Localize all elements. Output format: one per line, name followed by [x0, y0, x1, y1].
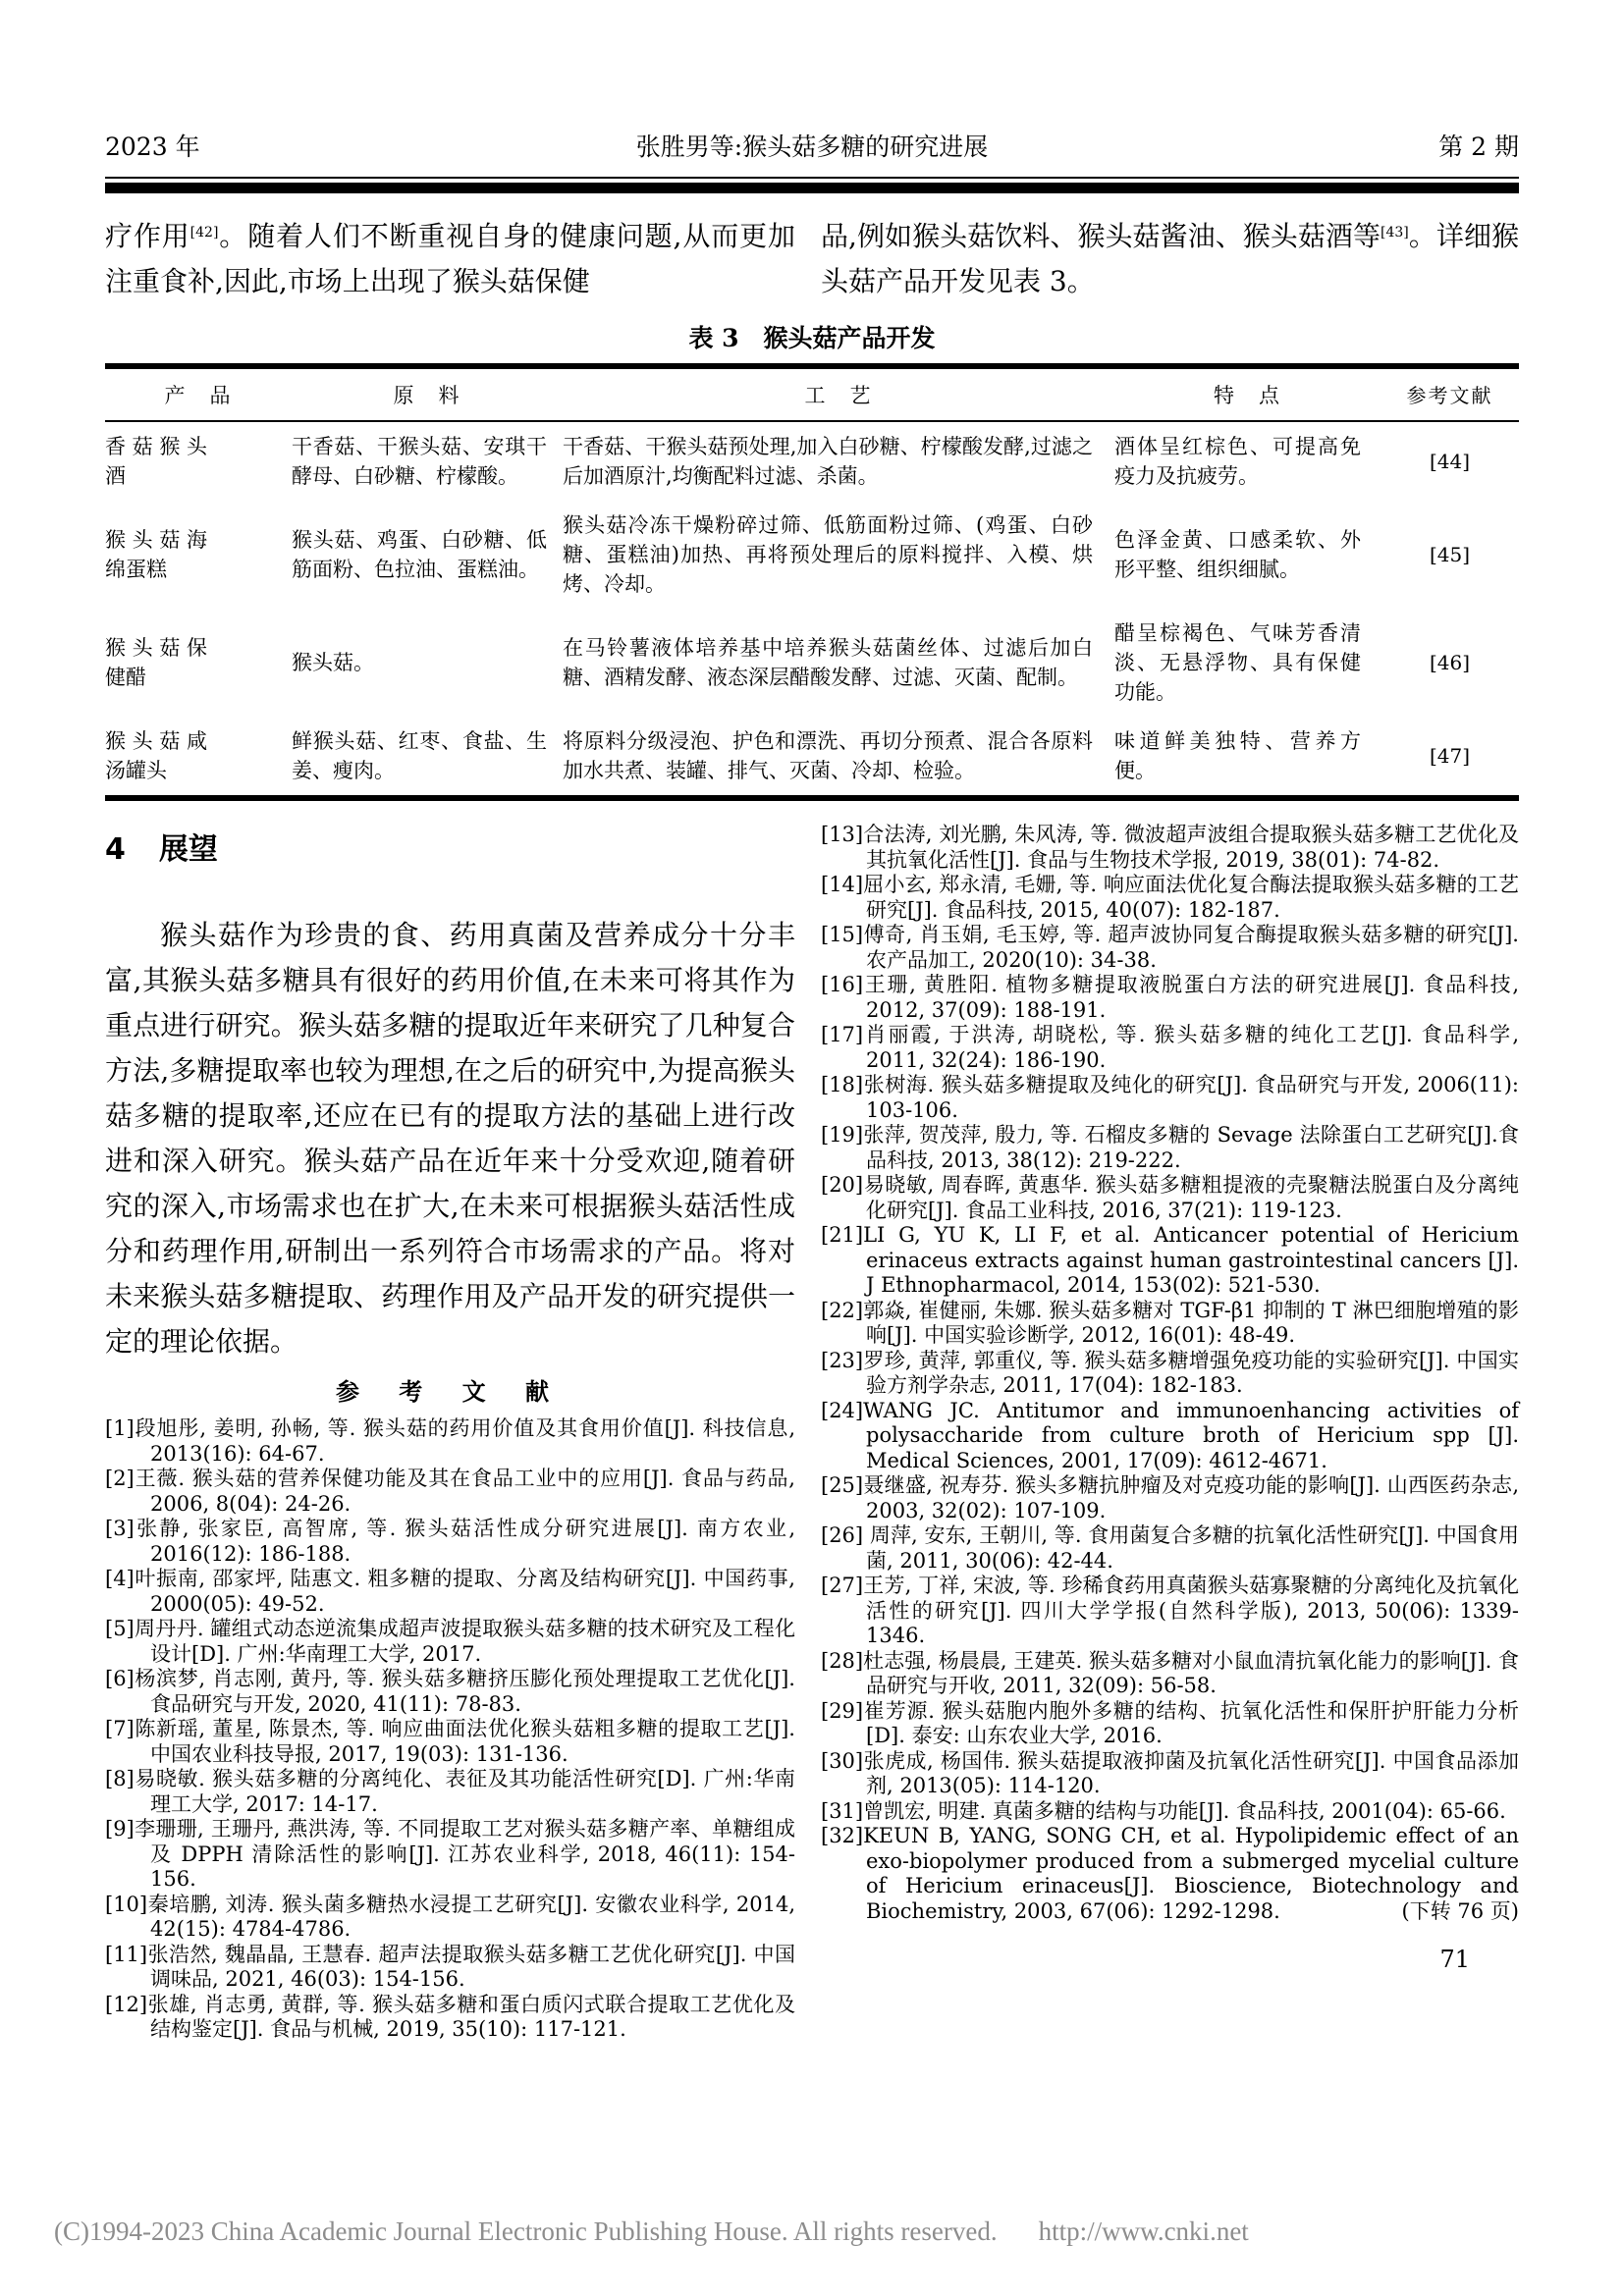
feature-cell: 醋呈棕褐色、气味芳香清淡、无悬浮物、具有保健功能。 [1114, 621, 1361, 704]
product-cell: 猴头菇海绵蛋糕 [105, 528, 207, 581]
column-header-reference: 参考文献 [1406, 384, 1493, 407]
reference-item: [16]王珊, 黄胜阳. 植物多糖提取液脱蛋白方法的研究进展[J]. 食品科技, 2012, 37(09): 188-191. [821, 973, 1519, 1022]
reference-cell: [45] [1429, 543, 1471, 566]
footer-copyright: (C)1994-2023 China Academic Journal Electronic Publishing House. All rights reserved. [54, 2216, 998, 2246]
intro-left-column [105, 210, 795, 304]
intro-text: 。详细猴头菇产品开发见表 3。 [821, 220, 1519, 297]
reference-cell: [46] [1429, 651, 1471, 674]
left-column [105, 823, 795, 2043]
product-table [105, 363, 1519, 801]
reference-item: [29]崔芳源. 猴头菇胞内胞外多糖的结构、抗氧化活性和保肝护肝能力分析[D]. 泰安: 山东农业大学, 2016. [821, 1698, 1519, 1747]
material-cell: 猴头菇、鸡蛋、白砂糖、低筋面粉、色拉油、蛋糕油。 [292, 528, 547, 581]
reference-item: [5]周丹丹. 罐组式动态逆流集成超声波提取猴头菇多糖的技术研究及工程化设计[D]. 广州:华南理工大学, 2017. [105, 1617, 795, 1666]
reference-item: [26] 周萍, 安东, 王朝川, 等. 食用菌复合多糖的抗氧化活性研究[J]. 中国食用菌, 2011, 30(06): 42-44. [821, 1523, 1519, 1573]
header-article-title: 张胜男等:猴头菇多糖的研究进展 [635, 133, 989, 161]
material-cell: 干香菇、干猴头菇、安琪干酵母、白砂糖、柠檬酸。 [292, 435, 547, 488]
intro-text: 疗作用 [105, 220, 190, 252]
page-content [105, 0, 1519, 2043]
references-heading: 参 考 文 献 [335, 1377, 566, 1406]
footer-url: http://www.cnki.net [1038, 2216, 1249, 2246]
reference-item: [17]肖丽霞, 于洪涛, 胡晓松, 等. 猴头菇多糖的纯化工艺[J]. 食品科学, 2011, 32(24): 186-190. [821, 1023, 1519, 1072]
reference-item: [20]易晓敏, 周春晖, 黄惠华. 猴头菇多糖粗提液的壳聚糖法脱蛋白及分离纯化研究[J]. 食品工业科技, 2016, 37(21): 119-123. [821, 1173, 1519, 1222]
reference-item: [13]合法涛, 刘光鹏, 朱风涛, 等. 微波超声波组合提取猴头菇多糖工艺优化及其抗氧化活性[J]. 食品与生物技术学报, 2019, 38(01): 74-82. [821, 823, 1519, 872]
reference-item: [31]曾凯宏, 明建. 真菌多糖的结构与功能[J]. 食品科技, 2001(04): 65-66. [821, 1798, 1506, 1823]
process-cell: 在马铃薯液体培养基中培养猴头菇菌丝体、过滤后加白糖、酒精发酵、液态深层醋酸发酵、过滤、灭菌、配制。 [563, 636, 1093, 689]
running-head [105, 0, 1519, 163]
main-columns [105, 823, 1519, 2043]
reference-item: [1]段旭彤, 姜明, 孙畅, 等. 猴头菇的药用价值及其食用价值[J]. 科技信息, 2013(16): 64-67. [105, 1416, 795, 1466]
table-row [105, 717, 1519, 795]
reference-item: [4]叶振南, 邵家坪, 陆惠文. 粗多糖的提取、分离及结构研究[J]. 中国药事, 2000(05): 49-52. [105, 1567, 795, 1616]
citation-superscript: [42] [189, 225, 219, 240]
reference-item: [3]张静, 张家臣, 高智席, 等. 猴头菇活性成分研究进展[J]. 南方农业, 2016(12): 186-188. [105, 1517, 795, 1566]
table-title: 表 3 猴头菇产品开发 [688, 324, 936, 352]
reference-item: [7]陈新瑶, 董星, 陈景杰, 等. 响应曲面法优化猴头菇粗多糖的提取工艺[J]. 中国农业科技导报, 2017, 19(03): 131-136. [105, 1717, 795, 1766]
reference-item: [12]张雄, 肖志勇, 黄群, 等. 猴头菇多糖和蛋白质闪式联合提取工艺优化及结构鉴定[J]. 食品与机械, 2019, 35(10): 117-121. [105, 1992, 795, 2041]
table-header-row [105, 369, 1519, 422]
process-cell: 干香菇、干猴头菇预处理,加入白砂糖、柠檬酸发酵,过滤之后加酒原汁,均衡配料过滤、杀菌。 [563, 435, 1093, 488]
reference-item: [9]李珊珊, 王珊丹, 燕洪涛, 等. 不同提取工艺对猴头菇多糖产率、单糖组成及 DPPH 清除活性的影响[J]. 江苏农业科学, 2018, 46(11): 154-156. [105, 1817, 795, 1891]
feature-cell: 色泽金黄、口感柔软、外形平整、组织细腻。 [1114, 528, 1361, 581]
table-row [105, 422, 1519, 501]
reference-item: [6]杨滨梦, 肖志刚, 黄丹, 等. 猴头菇多糖挤压膨化预处理提取工艺优化[J]. 食品研究与开发, 2020, 41(11): 78-83. [105, 1667, 795, 1716]
intro-right-column [821, 210, 1519, 304]
section-heading-outlook [105, 825, 795, 868]
feature-cell: 酒体呈红棕色、可提高免疫力及抗疲劳。 [1114, 435, 1361, 488]
material-cell: 猴头菇。 [292, 651, 374, 674]
header-year: 2023 年 [105, 133, 200, 161]
header-rule [105, 177, 1519, 179]
intro-text: 品,例如猴头菇饮料、猴头菇酱油、猴头菇酒等 [821, 220, 1381, 252]
column-header-product: 产 品 [164, 384, 233, 407]
citation-superscript: [43] [1380, 225, 1409, 240]
process-cell: 猴头菇冷冻干燥粉碎过筛、低筋面粉过筛、(鸡蛋、白砂糖、蛋糕油)加热、再将预处理后的原料搅拌、入模、烘烤、冷却。 [563, 513, 1093, 596]
reference-item: [23]罗珍, 黄萍, 郭重仪, 等. 猴头菇多糖增强免疫功能的实验研究[J]. 中国实验方剂学杂志, 2011, 17(04): 182-183. [821, 1348, 1519, 1397]
reference-cell: [44] [1429, 450, 1471, 473]
column-header-feature: 特 点 [1214, 384, 1281, 407]
reference-item: [11]张浩然, 魏晶晶, 王慧春. 超声法提取猴头菇多糖工艺优化研究[J]. 中国调味品, 2021, 46(03): 154-156. [105, 1942, 795, 1991]
reference-item: [25]聂继盛, 祝寿芬. 猴头多糖抗肿瘤及对克疫功能的影响[J]. 山西医药杂志, 2003, 32(02): 107-109. [821, 1473, 1519, 1522]
section-title: 展望 [158, 832, 218, 867]
product-cell: 猴头菇保健醋 [105, 636, 207, 689]
reference-item: [15]傅奇, 肖玉娟, 毛玉婷, 等. 超声波协同复合酶提取猴头菇多糖的研究[J]. 农产品加工, 2020(10): 34-38. [821, 923, 1519, 972]
continuation-note: (下转 76 页) [1401, 1898, 1519, 1923]
product-cell: 猴头菇咸汤罐头 [105, 729, 207, 782]
cnki-footer [54, 2216, 1249, 2247]
reference-cell: [47] [1429, 744, 1471, 768]
outlook-paragraph: 猴头菇作为珍贵的食、药用真菌及营养成分十分丰富,其猴头菇多糖具有很好的药用价值,在未来可将其作为重点进行研究。猴头菇多糖的提取近年来研究了几种复合方法,多糖提取率也较为理想,在之后的研究中,为提高猴头菇多糖的提取率,还应在已有的提取方法的基础上进行改进和深入研究。猴头菇产品在近年来十分受欢迎,随着研究的深入,市场需求也在扩大,在未来可根据猴头菇活性成分和药理作用,研制出一系列符合市场需求的产品。将对未来猴头菇多糖提取、药理作用及产品开发的研究提供一定的理论依据。 [105, 919, 795, 1358]
reference-item: [10]秦培鹏, 刘涛. 猴头菌多糖热水浸提工艺研究[J]. 安徽农业科学, 2014, 42(15): 4784-4786. [105, 1892, 795, 1941]
table-row [105, 501, 1519, 609]
column-header-process: 工 艺 [804, 384, 873, 407]
reference-item: [14]屈小玄, 郑永清, 毛姗, 等. 响应面法优化复合酶法提取猴头菇多糖的工艺研究[J]. 食品科技, 2015, 40(07): 182-187. [821, 873, 1519, 922]
reference-item: [28]杜志强, 杨晨晨, 王建英. 猴头菇多糖对小鼠血清抗氧化能力的影响[J]. 食品研究与开收, 2011, 32(09): 56-58. [821, 1648, 1519, 1697]
reference-item: [2]王薇. 猴头菇的营养保健功能及其在食品工业中的应用[J]. 食品与药品, 2006, 8(04): 24-26. [105, 1467, 795, 1516]
right-column [821, 823, 1519, 2043]
reference-item: [8]易晓敏. 猴头菇多糖的分离纯化、表征及其功能活性研究[D]. 广州:华南理工大学, 2017: 14-17. [105, 1767, 795, 1816]
feature-cell: 味道鲜美独特、营养方便。 [1114, 729, 1361, 782]
references-right [821, 823, 1519, 1924]
reference-item [821, 1824, 1519, 1924]
reference-item: [24]WANG JC. Antitumor and immunoenhancing activities of polysaccharide from culture broth of Hericium spp [J]. Medical Sciences, 2001, 17(09): 4612-4671. [821, 1398, 1519, 1472]
table-row [105, 609, 1519, 717]
reference-item: [19]张萍, 贺茂萍, 殷力, 等. 石榴皮多糖的 Sevage 法除蛋白工艺研究[J].食品科技, 2013, 38(12): 219-222. [821, 1123, 1519, 1172]
reference-item: [21]LI G, YU K, LI F, et al. Anticancer potential of Hericium erinaceus extracts against human gastrointestinal cancers [J]. J Ethnopharmacol, 2014, 153(02): 521-530. [821, 1223, 1519, 1297]
column-header-material: 原 料 [393, 384, 461, 407]
process-cell: 将原料分级浸泡、护色和漂洗、再切分预煮、混合各原料加水共煮、装罐、排气、灭菌、冷却、检验。 [563, 729, 1093, 782]
reference-item: [27]王芳, 丁祥, 宋波, 等. 珍稀食药用真菌猴头菇寡聚糖的分离纯化及抗氧化活性的研究[J]. 四川大学学报(自然科学版), 2013, 50(06): 1339-1346. [821, 1574, 1519, 1647]
intro-columns [105, 210, 1519, 304]
reference-item: [18]张树海. 猴头菇多糖提取及纯化的研究[J]. 食品研究与开发, 2006(11): 103-106. [821, 1073, 1519, 1122]
reference-text: [32]KEUN B, YANG, SONG CH, et al. Hypolipidemic effect of an exo-biopolymer produced from a submerged mycelial culture of Hericium erinaceus[J]. Bioscience, Biotechnology and Biochemistry, 2003, 67(06): 1292-1298. [821, 1824, 1519, 1923]
intro-text: 。随着人们不断重视自身的健康问题,从而更加注重食补,因此,市场上出现了猴头菇保健 [105, 220, 795, 297]
material-cell: 鲜猴头菇、红枣、食盐、生姜、瘦肉。 [292, 729, 547, 782]
reference-item: [22]郭焱, 崔健丽, 朱娜. 猴头菇多糖对 TGF-β1 抑制的 T 淋巴细胞增殖的影响[J]. 中国实验诊断学, 2012, 16(01): 48-49. [821, 1298, 1519, 1347]
references-left [105, 1416, 795, 2043]
product-cell: 香菇猴头酒 [105, 435, 207, 488]
reference-item: [30]张虎成, 杨国伟. 猴头菇提取液抑菌及抗氧化活性研究[J]. 中国食品添加剂, 2013(05): 114-120. [821, 1748, 1519, 1797]
section-number: 4 [105, 832, 126, 867]
header-issue: 第 2 期 [1438, 133, 1519, 161]
page-number: 71 [1439, 1946, 1470, 1973]
header-thick-bar [105, 183, 1519, 193]
